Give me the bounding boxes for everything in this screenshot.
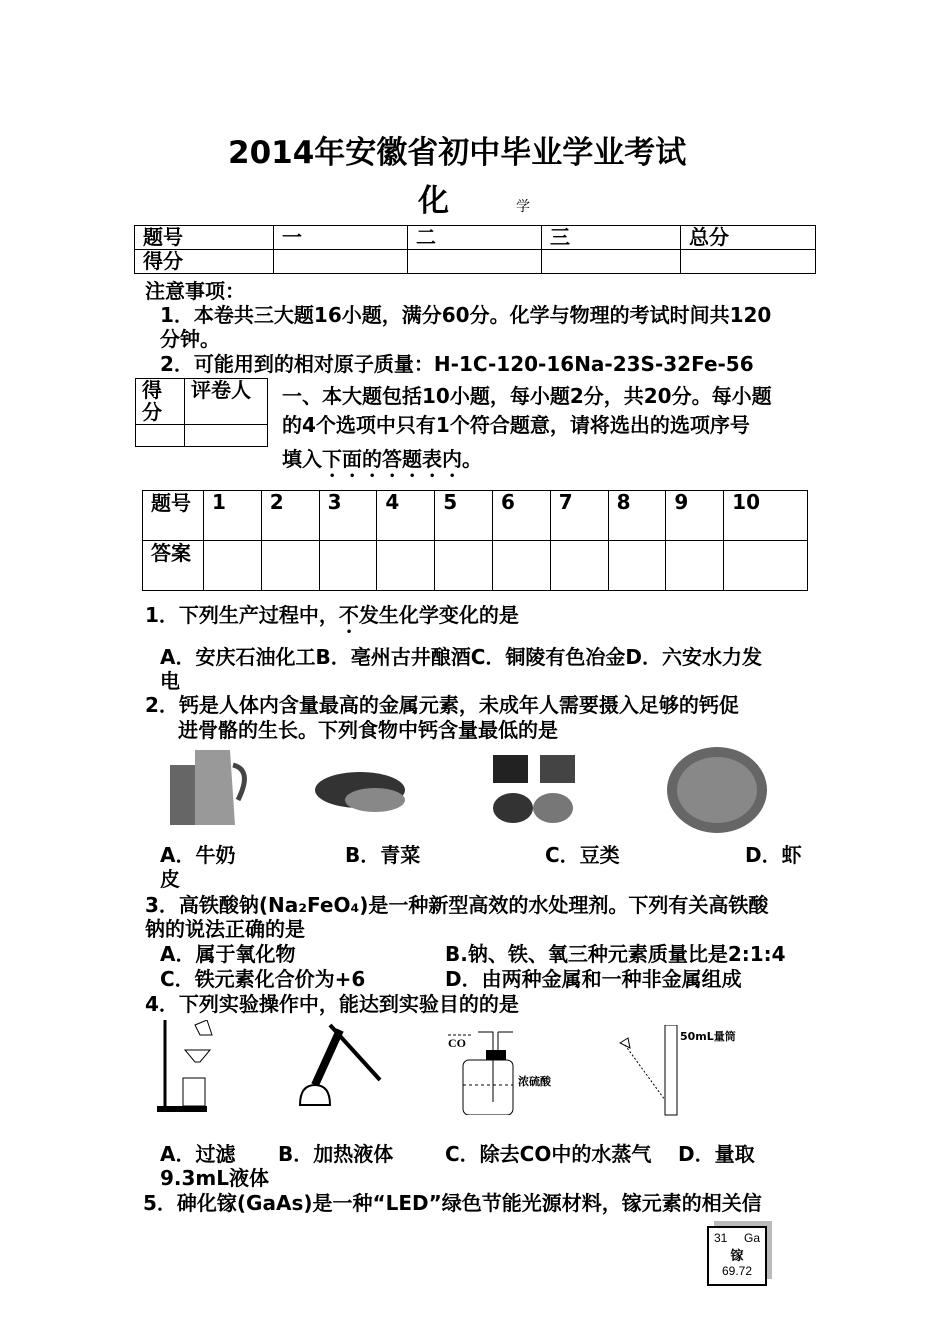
answer-cell[interactable] [435,541,493,591]
note-1-cont: 分钟。 [160,327,220,351]
element-symbol: Ga [743,1231,760,1245]
notes-heading: 注意事项： [145,279,245,303]
header-cell: 总分 [681,226,816,250]
atomic-mass: 69.72 [721,1264,753,1278]
q2-option-a: A．牛奶 [160,843,236,867]
q1-options-cont: 电 [160,669,180,693]
section1-line3 [282,447,482,482]
question-number-cell: 8 [608,491,666,541]
answer-cell[interactable] [492,541,550,591]
q3-option-d: D．由两种金属和一种非金属组成 [445,967,742,991]
row-label: 答案 [143,541,204,591]
q2-stem: 2．钙是人体内含量最高的金属元素，未成年人需要摄入足够的钙促 [145,693,739,717]
q4-option-a: A．过滤 [160,1142,236,1166]
atomic-number: 31 [714,1231,728,1245]
gas-washing-bottle [448,1020,568,1115]
answer-cell[interactable] [377,541,435,591]
row-label: 得分 [135,250,274,274]
subject-big: 化 [418,183,449,219]
question-number-cell: 9 [666,491,724,541]
section1-line2: 的4个选项中只有1个符合题意，请将选出的选项序号 [282,413,750,437]
subject-small: 学 [516,199,530,215]
heating-liquid-apparatus [285,1020,385,1115]
header-cell: 三 [542,226,681,250]
answer-cell[interactable] [608,541,666,591]
q1-options: A．安庆石油化工B．亳州古井酿酒C．铜陵有色冶金D．六安水力发 [160,645,763,669]
question-number-cell: 2 [261,491,319,541]
answer-cell[interactable] [724,541,808,591]
score-table [134,225,816,274]
q3-stem-cont: 钠的说法正确的是 [145,917,305,941]
answer-cell[interactable] [666,541,724,591]
header-cell: 二 [408,226,542,250]
score-cell[interactable] [542,250,681,274]
grader-cell[interactable] [185,425,268,447]
q4-stem: 4．下列实验操作中，能达到实验目的的是 [145,992,519,1016]
beans-image [488,750,583,830]
q2-stem-cont: 进骨骼的生长。下列食物中钙含量最低的是 [178,718,558,742]
co-label: CO [448,1036,466,1050]
text: 填入 [282,447,322,471]
filtration-apparatus [155,1020,225,1115]
q4-option-d-cont: 9.3mL液体 [160,1166,270,1190]
score-cell[interactable] [274,250,408,274]
note-2: 2．可能用到的相对原子质量：H-1C-120-16Na-23S-32Fe-56 [160,352,754,376]
q3-option-a: A．属于氧化物 [160,942,296,966]
q2-option-b: B．青菜 [345,843,421,867]
q2-option-d: D．虾 [745,843,802,867]
question-number-cell: 6 [492,491,550,541]
q3-stem: 3．高铁酸钠(Na₂FeO₄)是一种新型高效的水处理剂。下列有关高铁酸 [145,893,769,917]
question-number-cell: 4 [377,491,435,541]
row-label: 题号 [143,491,204,541]
header-cell: 一 [274,226,408,250]
shrimp-skin-image [665,745,770,835]
question-number-cell: 10 [724,491,808,541]
milk-image [165,745,250,830]
cylinder-label: 50mL量筒 [680,1030,736,1043]
gallium-element-card [707,1226,767,1286]
grader-box [135,378,268,447]
emphasized-text: 下面的答题表内 [322,447,462,471]
grader-label: 评卷人 [185,379,268,425]
q4-option-b: B．加热液体 [278,1142,394,1166]
emphasized-text: 不 [338,603,359,627]
text: 1．下列生产过程中， [145,603,339,627]
answer-cell[interactable] [550,541,608,591]
question-number-cell: 1 [204,491,262,541]
score-cell[interactable] [681,250,816,274]
score-cell[interactable] [408,250,542,274]
acid-label: 浓硫酸 [518,1075,551,1088]
score-label: 得分 [136,379,185,425]
answer-cell[interactable] [204,541,262,591]
q1-stem [145,603,519,638]
text: 发生化学变化的是 [358,603,519,627]
text: 。 [462,447,482,471]
note-1: 1．本卷共三大题16小题，满分60分。化学与物理的考试时间共120 [160,303,772,327]
vegetable-image [315,765,410,820]
score-cell[interactable] [136,425,185,447]
answer-cell[interactable] [319,541,377,591]
q2-option-d-cont: 皮 [160,867,180,891]
q2-option-c: C．豆类 [545,843,620,867]
question-number-cell: 3 [319,491,377,541]
q3-option-b: B.钠、铁、氧三种元素质量比是2:1:4 [445,942,786,966]
q5-stem: 5．砷化镓(GaAs)是一种“LED”绿色节能光源材料，镓元素的相关信 [143,1191,762,1215]
exam-title: 2014年安徽省初中毕业学业考试 [228,135,687,171]
q4-option-d: D．量取 [678,1142,755,1166]
question-number-cell: 7 [550,491,608,541]
measuring-cylinder [615,1025,765,1120]
answer-table [142,490,808,591]
answer-cell[interactable] [261,541,319,591]
element-name: 镓 [730,1248,744,1263]
question-number-cell: 5 [435,491,493,541]
q3-option-c: C．铁元素化合价为+6 [160,967,366,991]
header-cell: 题号 [135,226,274,250]
section1-line1: 一、本大题包括10小题，每小题2分，共20分。每小题 [282,384,772,408]
q4-option-c: C．除去CO中的水蒸气 [445,1142,652,1166]
